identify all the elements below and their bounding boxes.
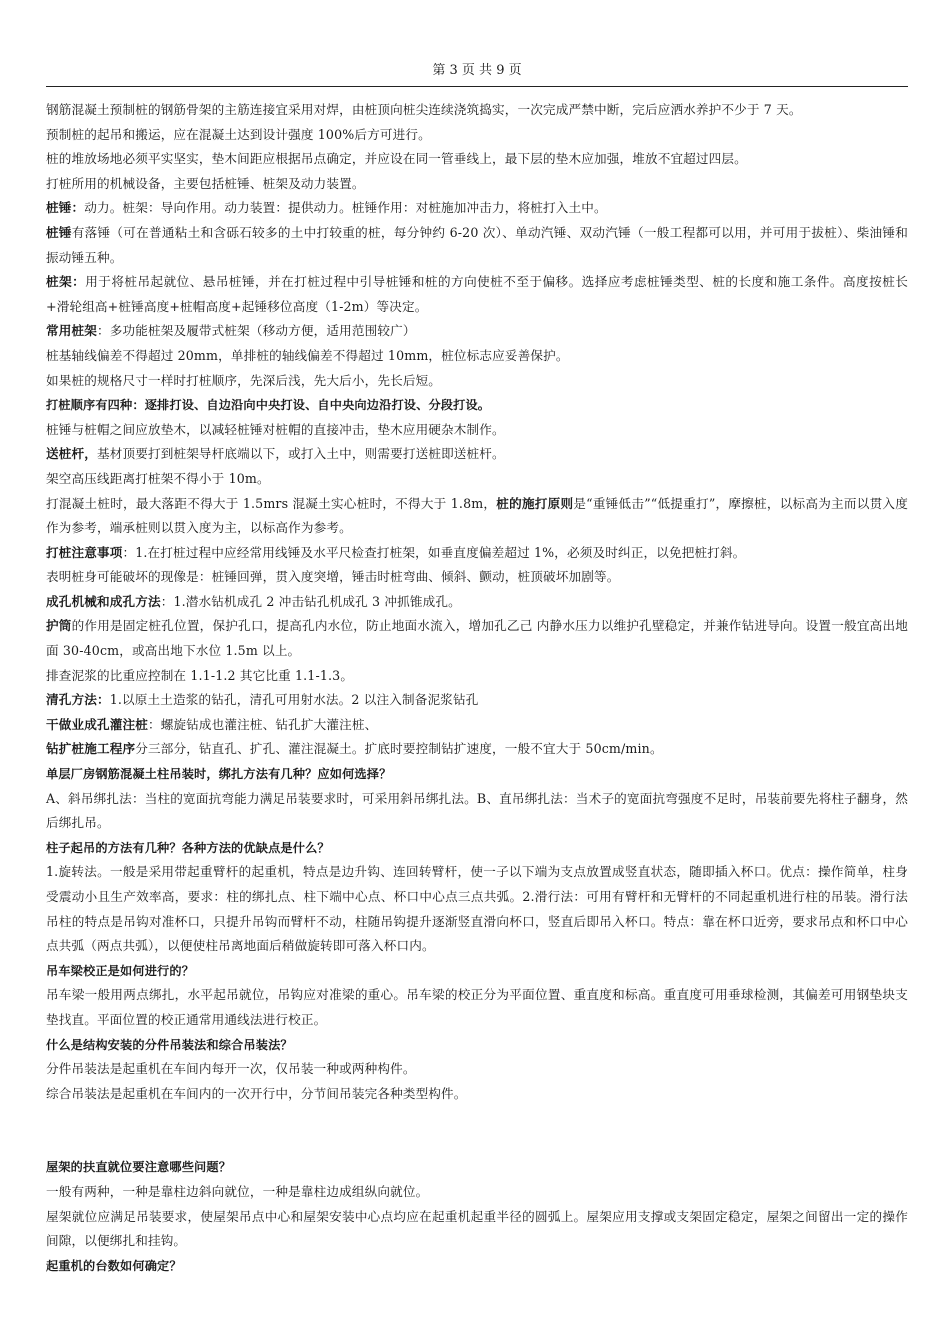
heading-text: 打桩顺序有四种：逐排打设、自边沿向中央打设、自中央向边沿打设、分段打设。	[46, 398, 491, 413]
paragraph-text: ：多功能桩架及履带式桩架（移动方便，适用范围较广）	[96, 323, 416, 339]
paragraph	[46, 787, 908, 836]
paragraph-text: 是“重锤低击”“低提重打”，摩擦桩，以标高为主而以贯入度作为参考，端承桩则以贯入度为主，以标高作为参考。	[46, 495, 908, 536]
paragraph	[46, 492, 908, 541]
paragraph	[46, 123, 908, 148]
paragraph-text: 一般有两种，一种是靠柱边斜向就位，一种是靠柱边成组纵向就位。	[46, 1183, 429, 1199]
header-rule	[46, 86, 908, 87]
paragraph-text: 吊车梁一般用两点绑扎，水平起吊就位，吊钩应对准梁的重心。吊车梁的校正分为平面位置、重直度和标高。重直度可用垂球检测，其偏差可用钢垫块支垫找直。平面位置的校正通常用通线法进行校正。	[46, 987, 908, 1027]
paragraph-text: 屋架就位应满足吊装要求，使屋架吊点中心和屋架安装中心点均应在起重机起重半径的圆弧上。屋架应用支撑或支架固定稳定，屋架之间留出一定的操作间隙，以便绑扎和挂钩。	[46, 1208, 908, 1249]
paragraph	[46, 737, 908, 762]
heading-text: 屋架的扶直就位要注意哪些问题？	[46, 1160, 232, 1175]
paragraph	[46, 221, 908, 270]
paragraph	[46, 344, 908, 369]
bold-term: 护筒	[46, 618, 72, 634]
bold-term: 桩架：	[46, 274, 86, 290]
paragraph-text: ：1.在打桩过程中应经常用线锤及水平尺检查打桩架，如垂直度偏差超过 1%，必须及时纠正，以免把桩打斜。	[122, 544, 746, 560]
paragraph	[46, 983, 908, 1032]
paragraph	[46, 614, 908, 663]
page-header	[46, 62, 908, 80]
paragraph	[46, 369, 908, 394]
paragraph-text: 如果桩的规格尺寸一样时打桩顺序，先深后浅，先大后小，先长后短。	[46, 372, 442, 388]
section-heading	[46, 1254, 908, 1279]
section-heading	[46, 762, 908, 787]
paragraph	[46, 418, 908, 443]
paragraph	[46, 664, 908, 689]
paragraph	[46, 98, 908, 123]
paragraph-text: 分件吊装法是起重机在车间内每开一次，仅吊装一种或两种构件。	[46, 1061, 416, 1077]
paragraph-text: 1.以原土土造浆的钻孔，清孔可用射水法。2 以注入制备泥浆钻孔	[109, 692, 479, 708]
paragraph-text: 1.旋转法。一般是采用带起重臂杆的起重机，特点是边升钩、连回转臂杆，使一子以下端为支点放置成竖直状态，随即插入杯口。优点：操作简单，柱身受震动小且生产效率高，要求：柱的绑扎点、柱下端中心点、杯口中心点三点共弧。2.滑行法：可用有臂杆和无臂杆的不同起重机进行柱的吊装。滑行法吊柱的特点是吊钩对准杯口，只提升吊钩而臂杆不动，柱随吊钩提升逐渐竖直滑向杯口，竖直后即吊入杯口。特点：靠在杯口近旁，要求吊点和杯口中心点共弧（两点共弧），以便使柱吊离地面后稍做旋转即可落入杯口内。	[46, 864, 908, 954]
paragraph-text: 综合吊装法是起重机在车间内的一次开行中，分节间吊装完各种类型构件。	[46, 1085, 467, 1101]
paragraph-text: 的作用是固定桩孔位置，保护孔口，提高孔内水位，防止地面水流入，增加孔乙己 内静水压力以维护孔壁稳定，并兼作钻进导向。设置一般宜高出地面 30-40cm，或高出地下水位 1.5m 以上。	[46, 618, 908, 659]
paragraph-text: ：1.潜水钻机成孔 2 冲击钻孔机成孔 3 冲抓锥成孔。	[160, 593, 461, 609]
section-heading	[46, 836, 908, 861]
paragraph	[46, 541, 908, 566]
heading-text: 吊车梁校正是如何进行的？	[46, 963, 195, 978]
bold-term: 干做业成孔灌注桩	[46, 716, 148, 732]
section-heading	[46, 959, 908, 984]
bold-term: 钻扩桩施工程序	[46, 741, 136, 757]
bold-term: 桩的施打原则	[496, 495, 574, 511]
paragraph-text: A、斜吊绑扎法：当柱的宽面抗弯能力满足吊装要求时，可采用斜吊绑扎法。B、直吊绑扎法：当术子的宽面抗弯强度不足时，吊装前要先将柱子翻身，然后绑扎吊。	[46, 790, 908, 831]
paragraph-text: 预制桩的起吊和搬运，应在混凝土达到设计强度 100%后方可进行。	[46, 126, 431, 142]
paragraph	[46, 590, 908, 615]
paragraph-text: 有落锤（可在普通粘土和含砾石较多的土中打较重的桩，每分钟约 6-20 次）、单动汽锤、双动汽锤（一般工程都可以用，并可用于拔桩）、柴油锤和振动锤五种。	[46, 224, 908, 265]
bold-term: 桩锤：	[46, 200, 85, 216]
bold-term: 常用桩架	[46, 323, 97, 339]
paragraph	[46, 1082, 908, 1107]
paragraph-text: 打桩所用的机械设备，主要包括桩锤、桩架及动力装置。	[46, 175, 365, 191]
paragraph-text: 钢筋混凝土预制桩的钢筋骨架的主筋连接宜采用对焊，由桩顶向桩尖连续浇筑捣实，一次完成严禁中断，完后应洒水养护不少于 7 天。	[46, 102, 802, 117]
section-heading	[46, 1033, 908, 1058]
bold-term: 清孔方法：	[46, 692, 110, 708]
bold-term: 打桩注意事项	[46, 544, 123, 560]
paragraph-text: 架空高压线距离打桩架不得小于 10m。	[46, 470, 270, 486]
heading-text: 柱子起吊的方法有几种？各种方法的优缺点是什么？	[46, 840, 330, 855]
section-heading	[46, 1155, 908, 1180]
section-heading	[46, 393, 908, 418]
paragraph	[46, 565, 908, 590]
document-body	[46, 98, 908, 1278]
paragraph-text: 表明桩身可能破坏的现像是：桩锤回弹，贯入度突增，锤击时桩弯曲、倾斜、颤动，桩顶破坏加剧等。	[46, 569, 620, 585]
paragraph-text: 桩基轴线偏差不得超过 20mm，单排桩的轴线偏差不得超过 10mm，桩位标志应妥善保护。	[46, 347, 569, 363]
paragraph-text: 桩锤与桩帽之间应放垫木，以减轻桩锤对桩帽的直接冲击，垫木应用硬杂木制作。	[46, 421, 505, 437]
blank-gap	[46, 1106, 908, 1155]
heading-text: 起重机的台数如何确定？	[46, 1258, 182, 1273]
paragraph	[46, 688, 908, 713]
paragraph-text: ：螺旋钻成也灌注桩、钻孔扩大灌注桩、	[147, 716, 378, 732]
paragraph-text: 用于将桩吊起就位、悬吊桩锤，并在打桩过程中引导桩锤和桩的方向使桩不至于偏移。选择应考虑桩锤类型、桩的长度和施工条件。高度按桩长+滑轮组高+桩锤高度+桩帽高度+起锤移位高度（1-2m）等决定。	[46, 274, 909, 314]
paragraph	[46, 172, 908, 197]
heading-text: 单层厂房钢筋混凝土柱吊装时，绑扎方法有几种？应如何选择？	[46, 767, 392, 782]
paragraph-text: 排查泥浆的比重应控制在 1.1-1.2 其它比重 1.1-1.3。	[46, 667, 354, 683]
bold-term: 桩锤	[46, 224, 72, 240]
paragraph-text: 动力。桩架：导向作用。动力装置：提供动力。桩锤作用：对桩施加冲击力，将桩打入土中。	[84, 200, 607, 216]
paragraph-text: 打混凝土桩时，最大落距不得大于 1.5mrs 混凝土实心桩时，不得大于 1.8m，	[46, 495, 497, 511]
paragraph-text: 基材顶要打到桩架导杆底端以下，或打入土中，则需要打送桩即送桩杆。	[96, 446, 505, 462]
paragraph	[46, 147, 908, 172]
paragraph	[46, 442, 908, 467]
bold-term: 送桩杆，	[46, 446, 97, 462]
page-number-label: 第 3 页 共 9 页	[432, 63, 522, 78]
paragraph	[46, 467, 908, 492]
paragraph-text: 桩的堆放场地必须平实坚实，垫木间距应根据吊点确定，并应设在同一管垂线上，最下层的垫木应加强，堆放不宜超过四层。	[46, 151, 747, 167]
heading-text: 什么是结构安装的分件吊装法和综合吊装法？	[46, 1037, 293, 1052]
paragraph	[46, 1057, 908, 1082]
paragraph	[46, 196, 908, 221]
paragraph	[46, 1205, 908, 1254]
bold-term: 成孔机械和成孔方法	[46, 593, 161, 609]
paragraph	[46, 1180, 908, 1205]
paragraph	[46, 860, 908, 958]
paragraph	[46, 319, 908, 344]
paragraph	[46, 270, 908, 319]
paragraph	[46, 713, 908, 738]
paragraph-text: 分三部分，钻直孔、扩孔、灌注混凝土。扩底时要控制钻扩速度，一般不宜大于 50cm/min。	[135, 741, 663, 757]
